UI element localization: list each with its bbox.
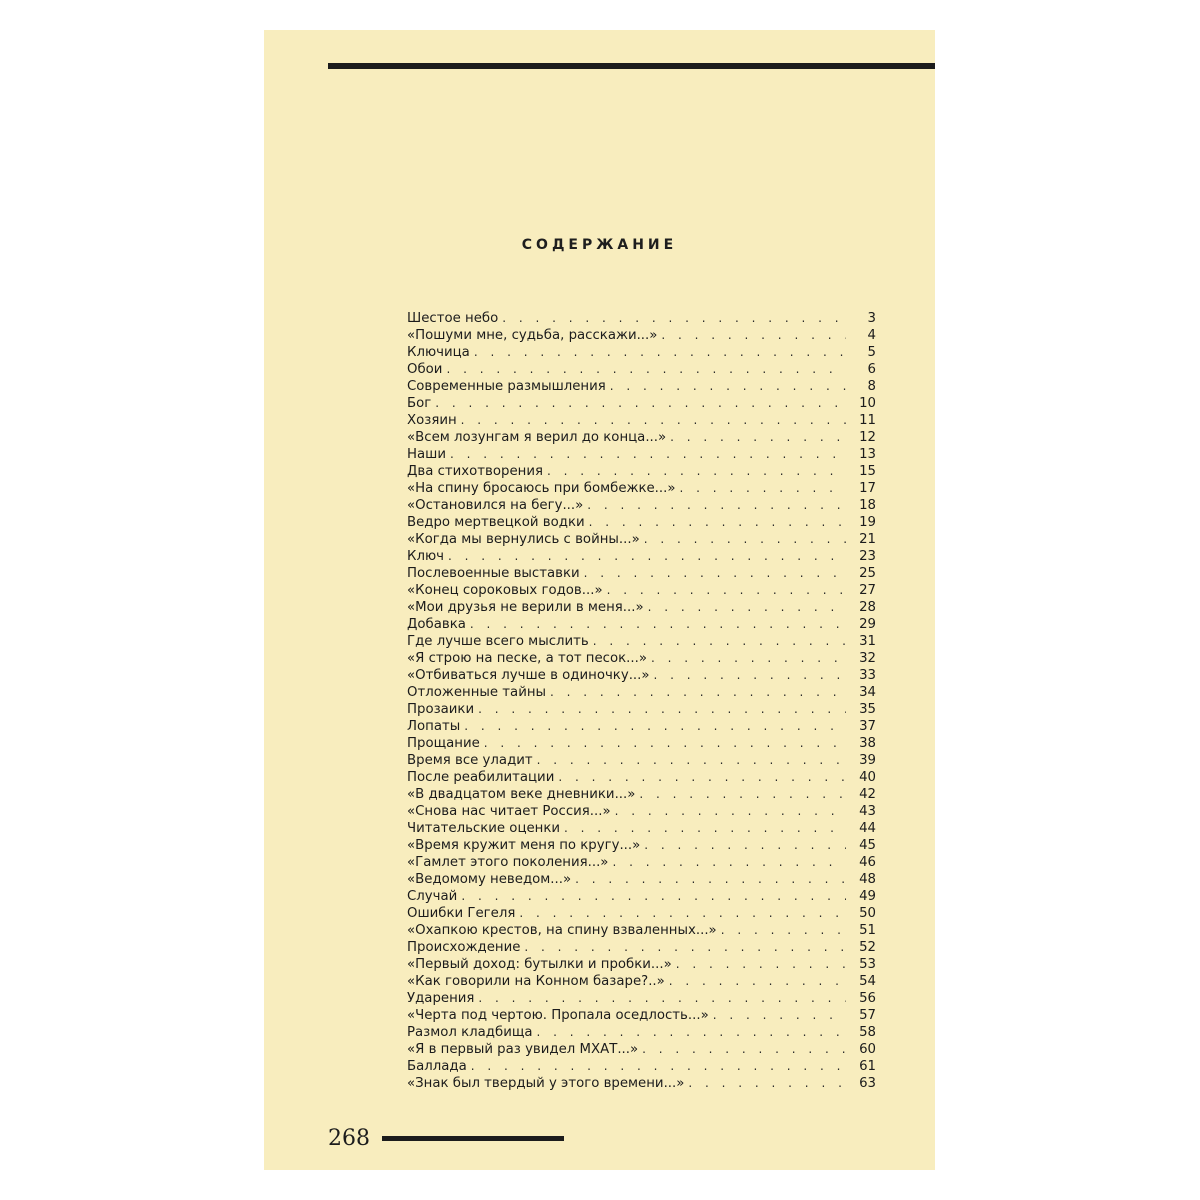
- toc-entry-page: 43: [859, 804, 876, 819]
- toc-entry-page: 21: [859, 532, 876, 547]
- dot-leader: [464, 719, 846, 734]
- dot-leader: [547, 464, 846, 479]
- toc-entry-title: Время все уладит: [407, 753, 533, 768]
- toc-entry: [407, 649, 876, 666]
- toc-entry: [407, 513, 876, 530]
- dot-leader: [670, 430, 846, 445]
- dot-leader: [642, 1042, 846, 1057]
- toc-entry-page: 39: [859, 753, 876, 768]
- toc-entry: [407, 904, 876, 921]
- toc-entry-title: Баллада: [407, 1059, 467, 1074]
- toc-entry-title: Происхождение: [407, 940, 521, 955]
- dot-leader: [471, 1059, 846, 1074]
- toc-entry: [407, 683, 876, 700]
- toc-entry-page: 34: [859, 685, 876, 700]
- toc-entry: [407, 751, 876, 768]
- toc-entry-title: Прощание: [407, 736, 480, 751]
- dot-leader: [607, 583, 846, 598]
- toc-entry-title: Ошибки Гегеля: [407, 906, 516, 921]
- toc-entry-title: «Конец сороковых годов...»: [407, 583, 603, 598]
- toc-entry-page: 60: [859, 1042, 876, 1057]
- toc-entry: [407, 581, 876, 598]
- toc-entry: [407, 768, 876, 785]
- dot-leader: [654, 668, 846, 683]
- toc-entry-title: «Первый доход: бутылки и пробки...»: [407, 957, 672, 972]
- toc-entry-page: 4: [867, 328, 876, 343]
- toc-entry-page: 42: [859, 787, 876, 802]
- toc-entry-page: 8: [867, 379, 876, 394]
- dot-leader: [713, 1008, 846, 1023]
- toc-entry-title: «В двадцатом веке дневники...»: [407, 787, 636, 802]
- page-title: СОДЕРЖАНИЕ: [521, 237, 678, 253]
- toc-entry: [407, 887, 876, 904]
- toc-entry: [407, 326, 876, 343]
- dot-leader: [721, 923, 846, 938]
- toc-entry-page: 15: [859, 464, 876, 479]
- toc-entry-title: Читательские оценки: [407, 821, 561, 836]
- toc-entry-title: Послевоенные выставки: [407, 566, 580, 581]
- toc-entry-title: «Охапкою крестов, на спину взваленных...»: [407, 923, 717, 938]
- toc-entry: [407, 734, 876, 751]
- toc-entry-page: 32: [859, 651, 876, 666]
- toc-entry-page: 31: [859, 634, 876, 649]
- toc-entry-title: Бог: [407, 396, 432, 411]
- toc-entry-page: 6: [867, 362, 876, 377]
- toc-entry: [407, 309, 876, 326]
- toc-entry-title: «Мои друзья не верили в меня...»: [407, 600, 644, 615]
- dot-leader: [612, 855, 846, 870]
- dot-leader: [688, 1076, 846, 1091]
- toc-entry: [407, 496, 876, 513]
- toc-entry-page: 58: [859, 1025, 876, 1040]
- toc-entry-title: «Отбиваться лучше в одиночку...»: [407, 668, 650, 683]
- toc-entry-title: Ведро мертвецкой водки: [407, 515, 585, 530]
- toc-entry-title: «Всем лозунгам я верил до конца...»: [407, 430, 667, 445]
- toc-entry: [407, 428, 876, 445]
- toc-entry: [407, 802, 876, 819]
- toc-entry: [407, 547, 876, 564]
- toc-entry-page: 56: [859, 991, 876, 1006]
- toc-entry-page: 12: [859, 430, 876, 445]
- dot-leader: [669, 974, 846, 989]
- toc-entry-title: Добавка: [407, 617, 466, 632]
- toc-entry-page: 57: [859, 1008, 876, 1023]
- toc-entry-page: 51: [859, 923, 876, 938]
- toc-entry: [407, 411, 876, 428]
- dot-leader: [461, 413, 846, 428]
- toc-entry-page: 23: [859, 549, 876, 564]
- toc-entry-page: 13: [859, 447, 876, 462]
- dot-leader: [470, 617, 846, 632]
- toc-entry-page: 53: [859, 957, 876, 972]
- toc-entry: [407, 564, 876, 581]
- toc-entry: [407, 462, 876, 479]
- dot-leader: [564, 821, 846, 836]
- toc-entry-page: 28: [859, 600, 876, 615]
- toc-entry: [407, 717, 876, 734]
- dot-leader: [593, 634, 846, 649]
- toc-entry: [407, 615, 876, 632]
- toc-entry-page: 25: [859, 566, 876, 581]
- dot-leader: [644, 532, 846, 547]
- dot-leader: [524, 940, 846, 955]
- toc-entry-title: «Ведомому неведом...»: [407, 872, 572, 887]
- dot-leader: [589, 515, 846, 530]
- dot-leader: [474, 345, 846, 360]
- toc-entry-title: После реабилитации: [407, 770, 555, 785]
- toc-entry-title: «Время кружит меня по кругу...»: [407, 838, 641, 853]
- dot-leader: [587, 498, 846, 513]
- dot-leader: [450, 447, 846, 462]
- toc-entry-title: «Я в первый раз увидел МХАТ...»: [407, 1042, 639, 1057]
- toc-entry: [407, 1057, 876, 1074]
- toc-entry-page: 61: [859, 1059, 876, 1074]
- toc-entry-page: 19: [859, 515, 876, 530]
- toc-entry-title: «Снова нас читает Россия...»: [407, 804, 611, 819]
- toc-entry: [407, 836, 876, 853]
- toc-entry-page: 54: [859, 974, 876, 989]
- dot-leader: [484, 736, 846, 751]
- dot-leader: [448, 549, 846, 564]
- toc-entry-title: Два стихотворения: [407, 464, 543, 479]
- toc-entry-page: 29: [859, 617, 876, 632]
- toc-entry-title: «Пошуми мне, судьба, расскажи...»: [407, 328, 658, 343]
- toc-entry: [407, 853, 876, 870]
- dot-leader: [502, 311, 846, 326]
- dot-leader: [478, 991, 846, 1006]
- toc-entry-title: Случай: [407, 889, 458, 904]
- dot-leader: [435, 396, 846, 411]
- toc-entry: [407, 479, 876, 496]
- toc-entry-page: 38: [859, 736, 876, 751]
- toc-entry-title: Прозаики: [407, 702, 475, 717]
- toc-entry: [407, 1023, 876, 1040]
- top-rule: [328, 63, 935, 69]
- toc-entry: [407, 598, 876, 615]
- toc-entry-page: 48: [859, 872, 876, 887]
- toc-entry-title: Хозяин: [407, 413, 457, 428]
- dot-leader: [537, 753, 846, 768]
- toc-entry-title: Наши: [407, 447, 446, 462]
- dot-leader: [680, 481, 846, 496]
- toc-entry-page: 5: [867, 345, 876, 360]
- dot-leader: [661, 328, 846, 343]
- toc-entry-page: 46: [859, 855, 876, 870]
- toc-entry-page: 11: [859, 413, 876, 428]
- toc-entry: [407, 938, 876, 955]
- toc-entry: [407, 785, 876, 802]
- toc-entry-page: 17: [859, 481, 876, 496]
- toc-entry-title: Ударения: [407, 991, 475, 1006]
- toc-entry: [407, 394, 876, 411]
- toc-entry-title: «Остановился на бегу...»: [407, 498, 584, 513]
- dot-leader: [651, 651, 846, 666]
- toc-entry: [407, 360, 876, 377]
- dot-leader: [676, 957, 846, 972]
- toc-entry-page: 44: [859, 821, 876, 836]
- toc-entry: [407, 445, 876, 462]
- toc-entry-title: Ключица: [407, 345, 470, 360]
- toc-entry-title: Обои: [407, 362, 443, 377]
- toc-entry-title: «Черта под чертою. Пропала оседлость...»: [407, 1008, 709, 1023]
- dot-leader: [584, 566, 846, 581]
- toc-entry-page: 63: [859, 1076, 876, 1091]
- dot-leader: [478, 702, 846, 717]
- toc-entry-page: 40: [859, 770, 876, 785]
- toc-entry-page: 10: [859, 396, 876, 411]
- toc-entry-title: «Знак был твердый у этого времени...»: [407, 1076, 685, 1091]
- toc-entry-page: 33: [859, 668, 876, 683]
- toc-entry-title: «Когда мы вернулись с войны...»: [407, 532, 640, 547]
- dot-leader: [610, 379, 846, 394]
- toc-entry-page: 27: [859, 583, 876, 598]
- toc-entry-title: Размол кладбища: [407, 1025, 533, 1040]
- dot-leader: [575, 872, 846, 887]
- dot-leader: [446, 362, 846, 377]
- toc-entry-page: 49: [859, 889, 876, 904]
- toc-entry-page: 35: [859, 702, 876, 717]
- toc-entry-title: Шестое небо: [407, 311, 499, 326]
- toc-entry-page: 50: [859, 906, 876, 921]
- bottom-rule: [382, 1136, 564, 1141]
- toc-entry: [407, 343, 876, 360]
- toc-entry: [407, 1074, 876, 1091]
- toc-entry: [407, 530, 876, 547]
- page-number: 268: [328, 1126, 370, 1151]
- dot-leader: [615, 804, 846, 819]
- toc-entry: [407, 989, 876, 1006]
- dot-leader: [639, 787, 846, 802]
- toc-entry: [407, 632, 876, 649]
- toc-entry-page: 45: [859, 838, 876, 853]
- book-page: [264, 30, 935, 1170]
- toc-entry-title: Отложенные тайны: [407, 685, 547, 700]
- dot-leader: [537, 1025, 846, 1040]
- toc-entry-title: «Я строю на песке, а тот песок...»: [407, 651, 647, 666]
- toc-entry: [407, 955, 876, 972]
- toc-entry: [407, 921, 876, 938]
- dot-leader: [648, 600, 846, 615]
- toc-entry: [407, 666, 876, 683]
- toc-entry-title: Лопаты: [407, 719, 461, 734]
- dot-leader: [644, 838, 846, 853]
- toc-entry-page: 37: [859, 719, 876, 734]
- toc-entry: [407, 1006, 876, 1023]
- toc-entry-page: 18: [859, 498, 876, 513]
- toc-entry-title: «Гамлет этого поколения...»: [407, 855, 609, 870]
- toc-entry-page: 52: [859, 940, 876, 955]
- toc-entry-title: «Как говорили на Конном базаре?..»: [407, 974, 665, 989]
- dot-leader: [550, 685, 846, 700]
- dot-leader: [461, 889, 846, 904]
- toc-entry-title: «На спину бросаюсь при бомбежке...»: [407, 481, 676, 496]
- toc-entry: [407, 972, 876, 989]
- toc-entry-title: Современные размышления: [407, 379, 606, 394]
- toc-entry-title: Ключ: [407, 549, 444, 564]
- toc-entry: [407, 377, 876, 394]
- dot-leader: [558, 770, 846, 785]
- dot-leader: [519, 906, 846, 921]
- table-of-contents: [407, 309, 876, 1091]
- toc-entry: [407, 870, 876, 887]
- toc-entry: [407, 819, 876, 836]
- toc-entry: [407, 700, 876, 717]
- toc-entry-page: 3: [867, 311, 876, 326]
- toc-entry: [407, 1040, 876, 1057]
- toc-entry-title: Где лучше всего мыслить: [407, 634, 589, 649]
